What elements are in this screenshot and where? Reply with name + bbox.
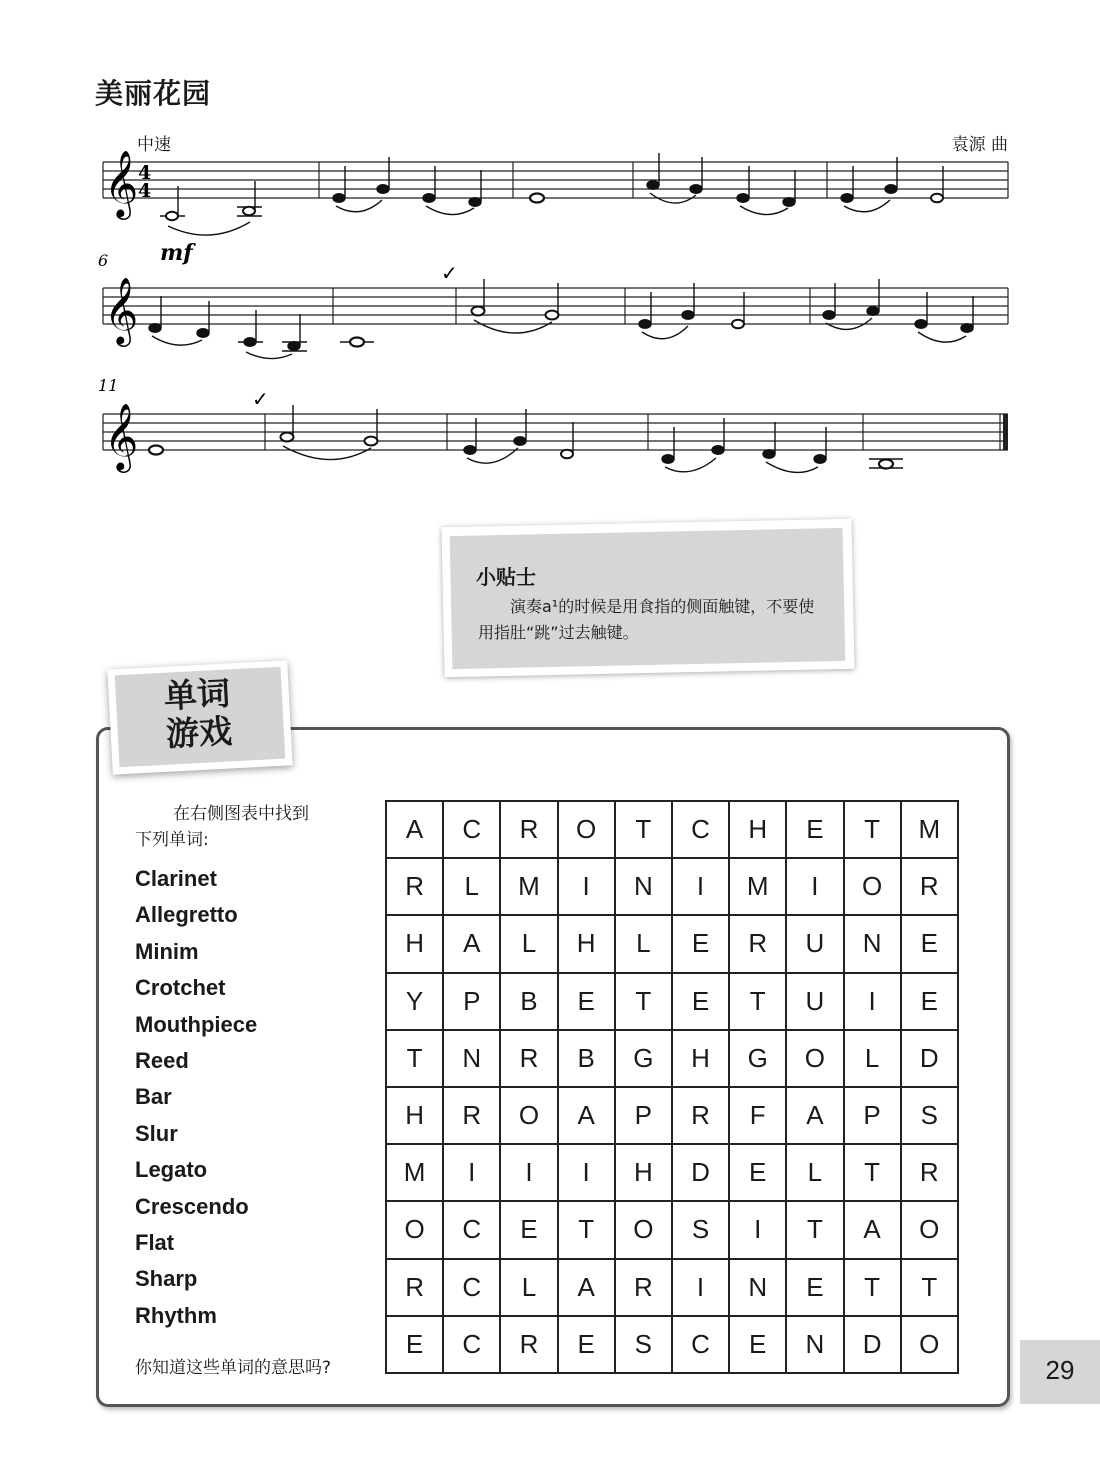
grid-cell: G <box>615 1030 672 1087</box>
word-list-item: Bar <box>135 1084 172 1110</box>
grid-cell: O <box>901 1316 958 1373</box>
word-list-item: Sharp <box>135 1266 198 1292</box>
measure-number-11: 11 <box>98 376 119 395</box>
grid-cell: N <box>615 858 672 915</box>
grid-cell: T <box>615 801 672 858</box>
grid-cell: R <box>901 858 958 915</box>
badge-line-2: 游戏 <box>164 711 233 754</box>
word-search-grid <box>385 800 959 1374</box>
grid-row <box>386 1144 958 1201</box>
word-game-question: 你知道这些单词的意思吗? <box>135 1358 332 1378</box>
instruction-line-1: 在右侧图表中找到 <box>173 804 309 824</box>
tempo-marking: 中速 <box>137 135 171 155</box>
grid-cell: B <box>500 973 557 1030</box>
grid-cell: R <box>500 1316 557 1373</box>
grid-cell: O <box>786 1030 843 1087</box>
grid-cell: U <box>786 915 843 972</box>
grid-cell: E <box>672 915 729 972</box>
grid-cell: E <box>558 973 615 1030</box>
composer-credit: 袁源 曲 <box>951 135 1008 155</box>
breath-mark-icon: ✓ <box>252 387 269 411</box>
tip-title: 小贴士 <box>476 565 536 589</box>
grid-cell: E <box>729 1144 786 1201</box>
grid-cell: P <box>443 973 500 1030</box>
grid-cell: R <box>729 915 786 972</box>
word-list-item: Mouthpiece <box>135 1011 258 1037</box>
grid-cell: L <box>786 1144 843 1201</box>
grid-cell: I <box>729 1201 786 1258</box>
grid-cell: T <box>844 1144 901 1201</box>
treble-clef-icon: 𝄞 <box>104 276 139 344</box>
grid-cell: I <box>844 973 901 1030</box>
word-list-item: Minim <box>135 938 199 964</box>
grid-cell: L <box>500 1259 557 1316</box>
word-list-item: Crotchet <box>135 975 226 1001</box>
grid-cell: I <box>558 858 615 915</box>
treble-clef-icon: 𝄞 <box>104 149 139 217</box>
grid-cell: M <box>729 858 786 915</box>
grid-cell: H <box>558 915 615 972</box>
grid-cell: T <box>615 973 672 1030</box>
word-game-instruction <box>135 801 340 853</box>
grid-row <box>386 801 958 858</box>
grid-cell: T <box>729 973 786 1030</box>
instruction-line-2: 下列单词: <box>135 830 209 850</box>
badge-line-1: 单词 <box>163 673 231 716</box>
grid-cell: D <box>844 1316 901 1373</box>
grid-cell: L <box>615 915 672 972</box>
grid-cell: H <box>672 1030 729 1087</box>
dynamic-marking: mf <box>160 240 193 266</box>
grid-cell: E <box>901 973 958 1030</box>
word-list-item: Flat <box>135 1229 175 1255</box>
grid-cell: O <box>500 1087 557 1144</box>
grid-cell: G <box>729 1030 786 1087</box>
grid-cell: C <box>672 801 729 858</box>
grid-cell: A <box>443 915 500 972</box>
treble-clef-icon: 𝄞 <box>104 402 139 470</box>
grid-cell: S <box>901 1087 958 1144</box>
grid-cell: N <box>786 1316 843 1373</box>
grid-cell: I <box>786 858 843 915</box>
staff-2-notes <box>149 279 973 359</box>
grid-cell: L <box>500 915 557 972</box>
grid-row <box>386 858 958 915</box>
grid-cell: R <box>615 1259 672 1316</box>
grid-cell: M <box>901 801 958 858</box>
grid-cell: C <box>443 1316 500 1373</box>
tip-text: 演奏a¹的时候是用食指的侧面触键，不要使用指肚“跳”过去触键。 <box>478 597 815 642</box>
grid-cell: H <box>386 1087 443 1144</box>
grid-cell: R <box>500 801 557 858</box>
grid-cell: R <box>386 858 443 915</box>
grid-cell: R <box>386 1259 443 1316</box>
grid-cell: O <box>901 1201 958 1258</box>
grid-cell: E <box>386 1316 443 1373</box>
grid-cell: T <box>558 1201 615 1258</box>
grid-cell: I <box>558 1144 615 1201</box>
grid-cell: A <box>558 1259 615 1316</box>
time-signature-top: 4 <box>138 162 152 184</box>
grid-cell: P <box>844 1087 901 1144</box>
grid-cell: C <box>443 801 500 858</box>
time-signature-bottom: 4 <box>138 180 152 202</box>
grid-cell: C <box>443 1259 500 1316</box>
grid-cell: I <box>443 1144 500 1201</box>
grid-cell: L <box>443 858 500 915</box>
grid-cell: I <box>672 1259 729 1316</box>
grid-cell: N <box>729 1259 786 1316</box>
grid-cell: U <box>786 973 843 1030</box>
grid-cell: H <box>386 915 443 972</box>
grid-cell: E <box>786 1259 843 1316</box>
grid-cell: S <box>672 1201 729 1258</box>
grid-cell: N <box>443 1030 500 1087</box>
grid-cell: A <box>844 1201 901 1258</box>
grid-cell: T <box>786 1201 843 1258</box>
measure-number-6: 6 <box>98 251 109 270</box>
grid-cell: M <box>386 1144 443 1201</box>
grid-cell: E <box>558 1316 615 1373</box>
grid-cell: P <box>615 1087 672 1144</box>
grid-cell: A <box>558 1087 615 1144</box>
staff-3-notes <box>149 405 903 472</box>
grid-row <box>386 1259 958 1316</box>
grid-cell: H <box>615 1144 672 1201</box>
grid-cell: T <box>844 801 901 858</box>
grid-cell: O <box>844 858 901 915</box>
word-list-item: Reed <box>135 1047 189 1073</box>
word-list-item: Rhythm <box>135 1302 217 1328</box>
grid-cell: N <box>844 915 901 972</box>
word-list-item: Legato <box>135 1157 208 1183</box>
breath-mark-icon: ✓ <box>441 261 458 285</box>
grid-cell: S <box>615 1316 672 1373</box>
grid-cell: C <box>443 1201 500 1258</box>
word-game-badge-title <box>116 672 280 756</box>
word-list <box>135 863 257 1336</box>
grid-row <box>386 1201 958 1258</box>
grid-cell: R <box>672 1087 729 1144</box>
grid-cell: A <box>386 801 443 858</box>
grid-cell: E <box>500 1201 557 1258</box>
music-score <box>0 0 1100 500</box>
grid-cell: O <box>386 1201 443 1258</box>
grid-cell: M <box>500 858 557 915</box>
song-title: 美丽花园 <box>95 77 212 110</box>
grid-row <box>386 1030 958 1087</box>
grid-cell: R <box>443 1087 500 1144</box>
grid-cell: C <box>672 1316 729 1373</box>
grid-cell: I <box>500 1144 557 1201</box>
grid-cell: T <box>901 1259 958 1316</box>
grid-cell: B <box>558 1030 615 1087</box>
grid-cell: A <box>786 1087 843 1144</box>
staff-3 <box>103 414 1008 450</box>
word-list-item: Allegretto <box>135 902 238 928</box>
grid-cell: T <box>386 1030 443 1087</box>
staff-1-notes <box>160 153 943 235</box>
staff-1 <box>103 162 1008 198</box>
page-number: 29 <box>1020 1340 1100 1404</box>
grid-cell: O <box>558 801 615 858</box>
grid-cell: O <box>615 1201 672 1258</box>
word-list-item: Slur <box>135 1120 178 1146</box>
grid-cell: I <box>672 858 729 915</box>
grid-row <box>386 973 958 1030</box>
grid-cell: E <box>729 1316 786 1373</box>
grid-cell: E <box>672 973 729 1030</box>
grid-row <box>386 1087 958 1144</box>
grid-cell: E <box>901 915 958 972</box>
grid-cell: T <box>844 1259 901 1316</box>
word-list-item: Clarinet <box>135 866 217 891</box>
grid-cell: L <box>844 1030 901 1087</box>
grid-cell: Y <box>386 973 443 1030</box>
word-list-item: Crescendo <box>135 1193 249 1219</box>
grid-row <box>386 1316 958 1373</box>
grid-row <box>386 915 958 972</box>
grid-cell: R <box>901 1144 958 1201</box>
grid-cell: R <box>500 1030 557 1087</box>
grid-cell: E <box>786 801 843 858</box>
grid-cell: D <box>672 1144 729 1201</box>
grid-cell: H <box>729 801 786 858</box>
grid-cell: D <box>901 1030 958 1087</box>
grid-cell: F <box>729 1087 786 1144</box>
